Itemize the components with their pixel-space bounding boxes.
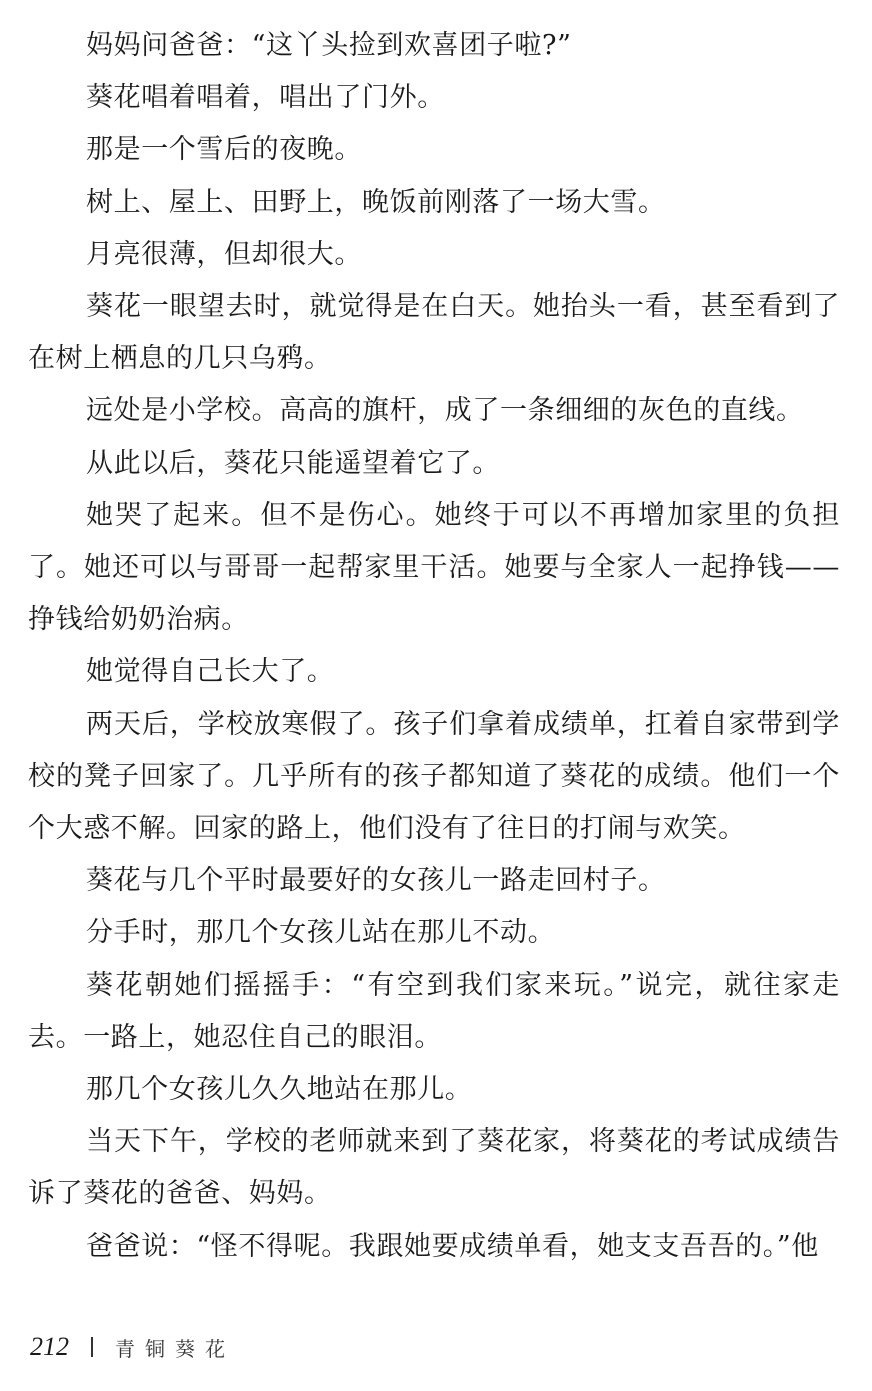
paragraph: 葵花一眼望去时，就觉得是在白天。她抬头一看，甚至看到了在树上栖息的几只乌鸦。	[28, 291, 840, 375]
paragraph: 树上、屋上、田野上，晚饭前刚落了一场大雪。	[86, 186, 666, 218]
paragraph: 月亮很薄，但却很大。	[86, 238, 362, 270]
paragraph: 那几个女孩儿久久地站在那儿。	[86, 1074, 473, 1106]
paragraph: 两天后，学校放寒假了。孩子们拿着成绩单，扛着自家带到学校的凳子回家了。几乎所有的孩子都知道了葵花的成绩。他们一个个大惑不解。回家的路上，他们没有了往日的打闹与欢笑。	[28, 708, 840, 845]
page-footer	[30, 1332, 235, 1362]
page-number: 212	[30, 1332, 69, 1361]
paragraph: 远处是小学校。高高的旗杆，成了一条细细的灰色的直线。	[86, 395, 804, 427]
paragraph: 葵花唱着唱着，唱出了门外。	[86, 82, 445, 114]
paragraph: 妈妈问爸爸：“这丫头捡到欢喜团子啦?”	[86, 30, 572, 61]
page-body	[28, 20, 840, 1273]
paragraph: 葵花与几个平时最要好的女孩儿一路走回村子。	[86, 865, 666, 897]
paragraph: 爸爸说：“怪不得呢。我跟她要成绩单看，她支支吾吾的。”他	[86, 1230, 819, 1262]
paragraph: 她哭了起来。但不是伤心。她终于可以不再增加家里的负担了。她还可以与哥哥一起帮家里干活。她要与全家人一起挣钱——挣钱给奶奶治病。	[28, 499, 840, 636]
paragraph: 从此以后，葵花只能遥望着它了。	[86, 447, 500, 479]
book-title: 青铜葵花	[115, 1336, 235, 1361]
paragraph: 那是一个雪后的夜晚。	[86, 134, 362, 166]
footer-divider	[91, 1337, 93, 1357]
paragraph: 她觉得自己长大了。	[86, 656, 335, 688]
paragraph: 分手时，那几个女孩儿站在那儿不动。	[86, 917, 556, 949]
paragraph: 葵花朝她们摇摇手：“有空到我们家来玩。”说完，就往家走去。一路上，她忍住自己的眼泪。	[28, 969, 840, 1053]
paragraph: 当天下午，学校的老师就来到了葵花家，将葵花的考试成绩告诉了葵花的爸爸、妈妈。	[28, 1126, 840, 1210]
